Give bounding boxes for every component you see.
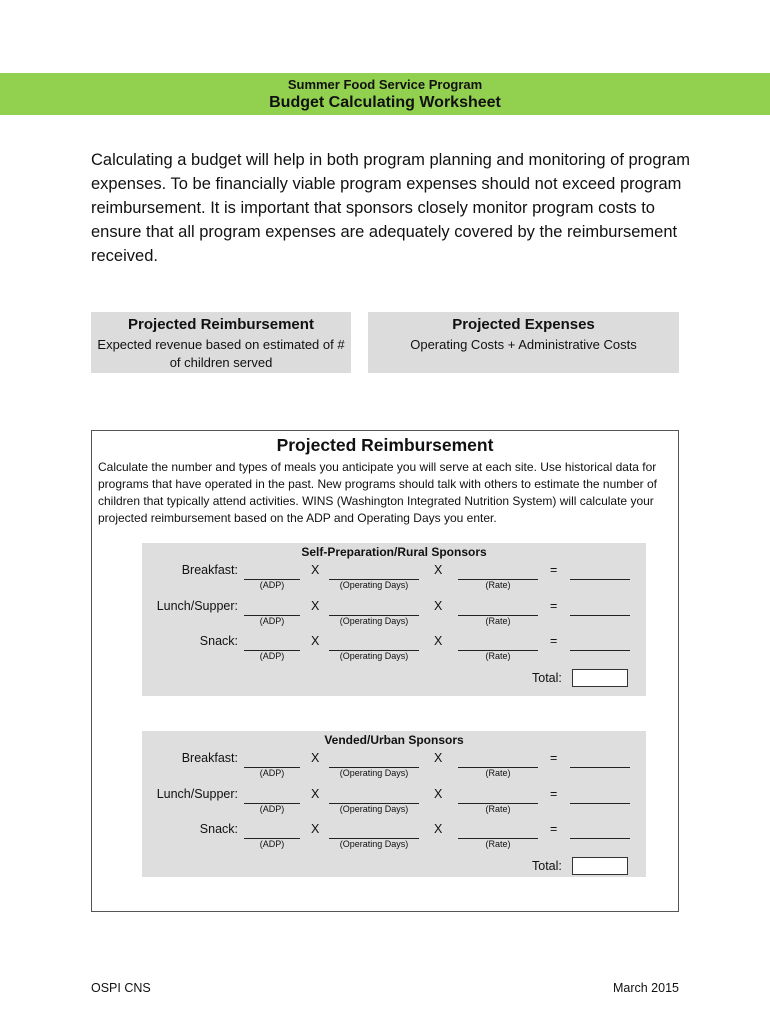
meal-label: Lunch/Supper: bbox=[156, 787, 238, 801]
operating-days-input[interactable] bbox=[329, 791, 419, 804]
total-label: Total: bbox=[532, 671, 562, 685]
adp-input[interactable] bbox=[244, 826, 300, 839]
adp-sublabel: (ADP) bbox=[259, 580, 285, 590]
meal-label: Snack: bbox=[199, 634, 238, 648]
projected-expenses-summary bbox=[368, 312, 679, 373]
equals-operator: = bbox=[550, 634, 558, 648]
meal-label: Lunch/Supper: bbox=[156, 599, 238, 613]
adp-sublabel: (ADP) bbox=[259, 839, 285, 849]
times-operator: X bbox=[311, 634, 320, 648]
reimbursement-worksheet bbox=[91, 430, 679, 912]
times-operator: X bbox=[434, 599, 443, 613]
self-prep-rural-section bbox=[142, 543, 646, 696]
operating-days-input[interactable] bbox=[329, 603, 419, 616]
adp-input[interactable] bbox=[244, 638, 300, 651]
summary-title: Projected Expenses bbox=[452, 316, 595, 333]
times-operator: X bbox=[311, 822, 320, 836]
adp-sublabel: (ADP) bbox=[259, 768, 285, 778]
meal-subtotal-input[interactable] bbox=[570, 755, 630, 768]
adp-sublabel: (ADP) bbox=[259, 651, 285, 661]
operating-days-input[interactable] bbox=[329, 567, 419, 580]
rate-input[interactable] bbox=[458, 567, 538, 580]
vended-urban-section bbox=[142, 731, 646, 877]
summary-description: Expected revenue based on estimated of # of children served bbox=[97, 337, 345, 370]
meal-subtotal-input[interactable] bbox=[570, 638, 630, 651]
rate-sublabel: (Rate) bbox=[485, 768, 511, 778]
program-name: Summer Food Service Program bbox=[287, 77, 483, 92]
adp-input[interactable] bbox=[244, 755, 300, 768]
rate-input[interactable] bbox=[458, 638, 538, 651]
times-operator: X bbox=[311, 599, 320, 613]
meal-label: Snack: bbox=[199, 822, 238, 836]
worksheet-description: Calculate the number and types of meals you anticipate you will serve at each site. Use historical data for programs that have operated in the past. New programs should talk with others to estimate the number of children that typically attend activities. WINS (Washington Integrated Nutrition System) will calculate your projected reimbursement based on the ADP and Operating Days you enter. bbox=[98, 460, 657, 525]
adp-sublabel: (ADP) bbox=[259, 616, 285, 626]
meal-subtotal-input[interactable] bbox=[570, 567, 630, 580]
operating-days-sublabel: (Operating Days) bbox=[339, 580, 409, 590]
footer-organization: OSPI CNS bbox=[91, 981, 151, 995]
operating-days-input[interactable] bbox=[329, 755, 419, 768]
rate-sublabel: (Rate) bbox=[485, 804, 511, 814]
meal-label: Breakfast: bbox=[181, 563, 238, 577]
equals-operator: = bbox=[550, 563, 558, 577]
total-label: Total: bbox=[532, 859, 562, 873]
times-operator: X bbox=[311, 787, 320, 801]
rate-sublabel: (Rate) bbox=[485, 839, 511, 849]
times-operator: X bbox=[311, 751, 320, 765]
operating-days-input[interactable] bbox=[329, 826, 419, 839]
meal-label: Breakfast: bbox=[181, 751, 238, 765]
summary-description: Operating Costs + Administrative Costs bbox=[410, 337, 637, 352]
times-operator: X bbox=[311, 563, 320, 577]
equals-operator: = bbox=[550, 822, 558, 836]
operating-days-sublabel: (Operating Days) bbox=[339, 804, 409, 814]
meal-subtotal-input[interactable] bbox=[570, 791, 630, 804]
section-title: Vended/Urban Sponsors bbox=[324, 733, 464, 747]
total-input[interactable] bbox=[572, 857, 628, 875]
meal-subtotal-input[interactable] bbox=[570, 603, 630, 616]
footer-date: March 2015 bbox=[612, 981, 679, 995]
meal-subtotal-input[interactable] bbox=[570, 826, 630, 839]
equals-operator: = bbox=[550, 751, 558, 765]
operating-days-sublabel: (Operating Days) bbox=[339, 651, 409, 661]
section-title: Self-Preparation/Rural Sponsors bbox=[301, 545, 487, 559]
projected-reimbursement-summary bbox=[91, 312, 351, 373]
header-banner bbox=[0, 73, 770, 115]
adp-input[interactable] bbox=[244, 791, 300, 804]
summary-title: Projected Reimbursement bbox=[128, 316, 314, 333]
rate-sublabel: (Rate) bbox=[485, 651, 511, 661]
rate-input[interactable] bbox=[458, 791, 538, 804]
worksheet-title: Projected Reimbursement bbox=[276, 435, 494, 455]
adp-input[interactable] bbox=[244, 567, 300, 580]
adp-sublabel: (ADP) bbox=[259, 804, 285, 814]
rate-input[interactable] bbox=[458, 603, 538, 616]
operating-days-sublabel: (Operating Days) bbox=[339, 768, 409, 778]
adp-input[interactable] bbox=[244, 603, 300, 616]
times-operator: X bbox=[434, 787, 443, 801]
rate-input[interactable] bbox=[458, 826, 538, 839]
operating-days-sublabel: (Operating Days) bbox=[339, 839, 409, 849]
operating-days-input[interactable] bbox=[329, 638, 419, 651]
rate-input[interactable] bbox=[458, 755, 538, 768]
times-operator: X bbox=[434, 822, 443, 836]
page-title: Budget Calculating Worksheet bbox=[269, 94, 501, 111]
equals-operator: = bbox=[550, 787, 558, 801]
times-operator: X bbox=[434, 563, 443, 577]
rate-sublabel: (Rate) bbox=[485, 616, 511, 626]
intro-paragraph: Calculating a budget will help in both program planning and monitoring of program expenses. To be financially viable program expenses should not exceed program reimbursement. It is important that sponsors closely monitor program costs to ensure that all program expenses are adequately covered by the reimbursement received. bbox=[91, 151, 690, 265]
times-operator: X bbox=[434, 634, 443, 648]
times-operator: X bbox=[434, 751, 443, 765]
rate-sublabel: (Rate) bbox=[485, 580, 511, 590]
equals-operator: = bbox=[550, 599, 558, 613]
operating-days-sublabel: (Operating Days) bbox=[339, 616, 409, 626]
total-input[interactable] bbox=[572, 669, 628, 687]
